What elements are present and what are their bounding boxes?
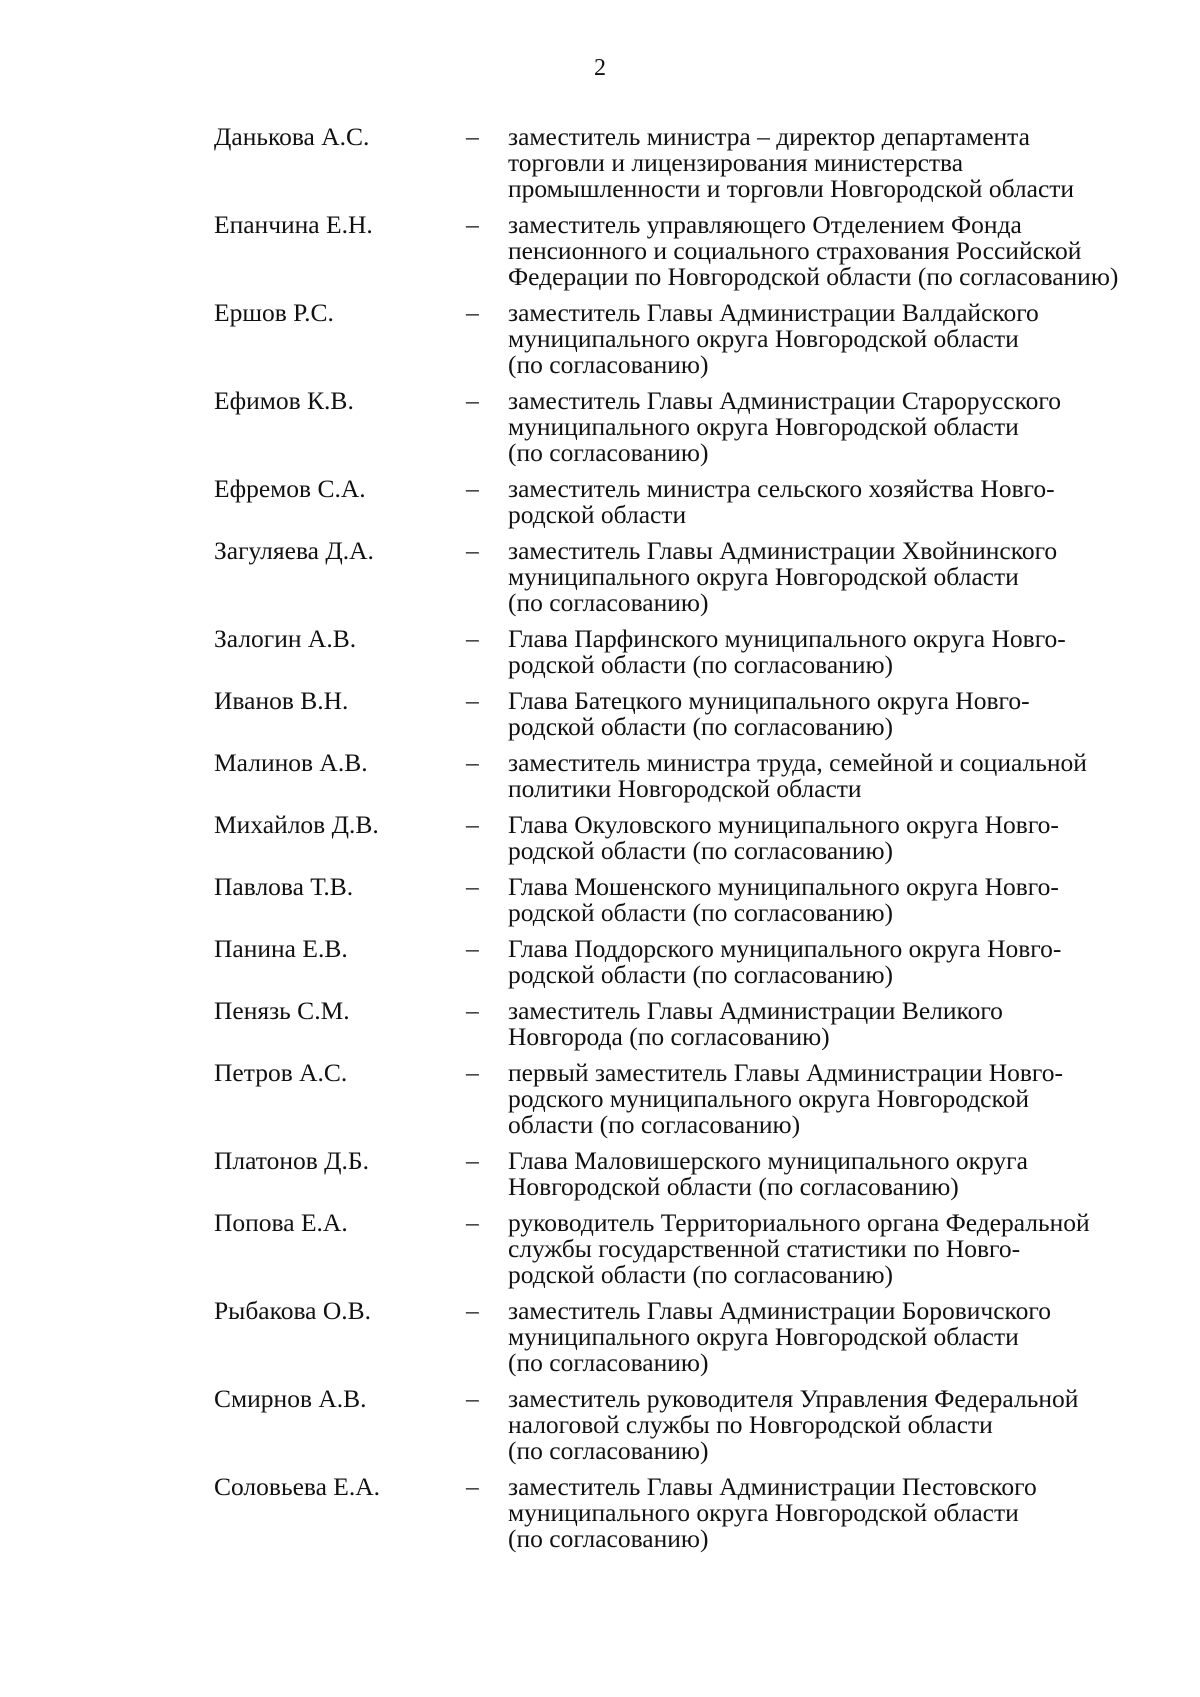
dash-separator: – [466, 624, 479, 653]
member-name: Ефремов С.А. [214, 474, 366, 503]
list-item [0, 688, 1200, 740]
member-role: заместитель Главы Администрации Валдайского муниципального округа Новгородской области (по согласованию) [508, 298, 1039, 379]
member-name: Залогин А.В. [214, 624, 357, 653]
member-name: Данькова А.С. [214, 122, 370, 151]
member-name: Пенязь С.М. [214, 996, 350, 1025]
member-role: заместитель Главы Администрации Пестовского муниципального округа Новгородской области (по согласованию) [508, 1472, 1037, 1553]
member-role: заместитель Главы Администрации Хвойнинского муниципального округа Новгородской области (по согласованию) [508, 536, 1058, 617]
list-item [0, 124, 1200, 202]
list-item [0, 1060, 1200, 1138]
member-role: заместитель министра труда, семейной и социальной политики Новгородской области [508, 748, 1087, 803]
member-name: Петров А.С. [214, 1058, 348, 1087]
list-item [0, 300, 1200, 378]
member-name: Попова Е.А. [214, 1208, 348, 1237]
dash-separator: – [466, 536, 479, 565]
member-name: Загуляева Д.А. [214, 536, 374, 565]
member-list [0, 124, 1200, 1562]
list-item [0, 1386, 1200, 1464]
member-role: заместитель Главы Администрации Боровичского муниципального округа Новгородской области (по согласованию) [508, 1296, 1051, 1377]
member-role: заместитель Главы Администрации Старорусского муниципального округа Новгородской области (по согласованию) [508, 386, 1061, 467]
list-item [0, 1210, 1200, 1288]
list-item [0, 998, 1200, 1050]
member-name: Рыбакова О.В. [214, 1296, 372, 1325]
member-role: Глава Маловишерского муниципального округа Новгородской области (по согласованию) [508, 1146, 1028, 1201]
member-role: Глава Поддорского муниципального округа Новго- родской области (по согласованию) [508, 934, 1062, 989]
member-role: Глава Батецкого муниципального округа Новго- родской области (по согласованию) [508, 686, 1030, 741]
dash-separator: – [466, 686, 479, 715]
dash-separator: – [466, 210, 479, 239]
member-name: Ершов Р.С. [214, 298, 334, 327]
member-name: Панина Е.В. [214, 934, 348, 963]
dash-separator: – [466, 748, 479, 777]
member-role: заместитель Главы Администрации Великого Новгорода (по согласованию) [508, 996, 1003, 1051]
member-name: Павлова Т.В. [214, 872, 354, 901]
dash-separator: – [466, 298, 479, 327]
list-item [0, 538, 1200, 616]
member-role: руководитель Территориального органа Федеральной службы государственной статистики по Новго- родской области (по согласованию) [508, 1208, 1090, 1289]
dash-separator: – [466, 122, 479, 151]
member-role: Глава Мошенского муниципального округа Новго- родской области (по согласованию) [508, 872, 1059, 927]
member-name: Епанчина Е.Н. [214, 210, 373, 239]
member-name: Смирнов А.В. [214, 1384, 367, 1413]
list-item [0, 1474, 1200, 1552]
member-name: Ефимов К.В. [214, 386, 354, 415]
member-role: Глава Парфинского муниципального округа Новго- родской области (по согласованию) [508, 624, 1066, 679]
dash-separator: – [466, 1384, 479, 1413]
dash-separator: – [466, 1146, 479, 1175]
dash-separator: – [466, 474, 479, 503]
dash-separator: – [466, 934, 479, 963]
list-item [0, 812, 1200, 864]
list-item [0, 1298, 1200, 1376]
member-role: заместитель министра – директор департамента торговли и лицензирования министерства промышленности и торговли Новгородской области [508, 122, 1075, 203]
dash-separator: – [466, 386, 479, 415]
dash-separator: – [466, 1296, 479, 1325]
dash-separator: – [466, 996, 479, 1025]
member-role: заместитель руководителя Управления Федеральной налоговой службы по Новгородской области (по согласованию) [508, 1384, 1079, 1465]
page-number: 2 [594, 55, 606, 81]
list-item [0, 936, 1200, 988]
list-item [0, 476, 1200, 528]
list-item [0, 388, 1200, 466]
member-name: Малинов А.В. [214, 748, 368, 777]
list-item [0, 1148, 1200, 1200]
member-role: заместитель министра сельского хозяйства Новго- родской области [508, 474, 1055, 529]
dash-separator: – [466, 1058, 479, 1087]
member-role: Глава Окуловского муниципального округа Новго- родской области (по согласованию) [508, 810, 1059, 865]
list-item [0, 212, 1200, 290]
member-name: Михайлов Д.В. [214, 810, 379, 839]
dash-separator: – [466, 810, 479, 839]
dash-separator: – [466, 872, 479, 901]
dash-separator: – [466, 1208, 479, 1237]
list-item [0, 626, 1200, 678]
member-name: Соловьева Е.А. [214, 1472, 381, 1501]
member-name: Иванов В.Н. [214, 686, 349, 715]
member-role: заместитель управляющего Отделением Фонда пенсионного и социального страхования Российской Федерации по Новгородской области (по согласованию) [508, 210, 1119, 291]
member-role: первый заместитель Главы Администрации Новго- родского муниципального округа Новгородской области (по согласованию) [508, 1058, 1063, 1139]
member-name: Платонов Д.Б. [214, 1146, 369, 1175]
dash-separator: – [466, 1472, 479, 1501]
list-item [0, 874, 1200, 926]
list-item [0, 750, 1200, 802]
